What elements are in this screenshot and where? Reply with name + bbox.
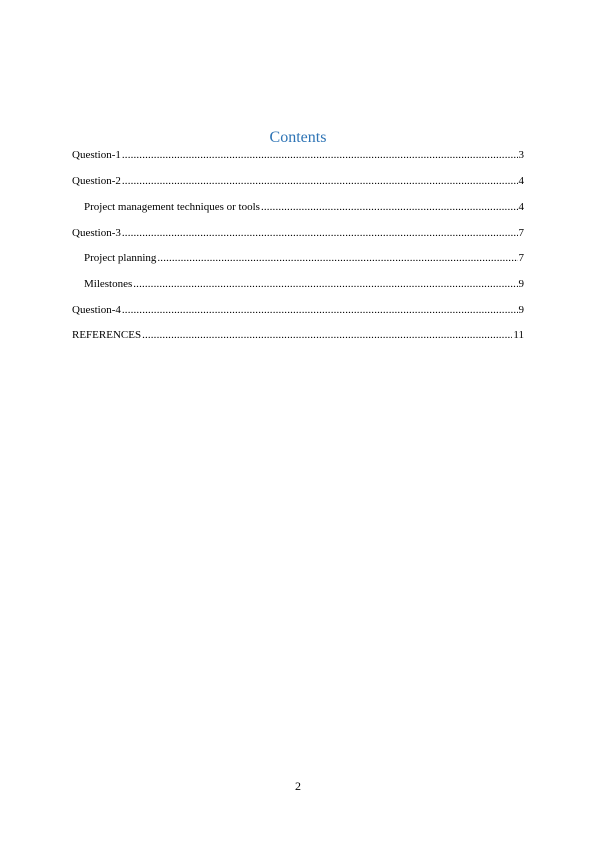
toc-entry-text: Question-2 [72, 175, 121, 187]
toc-entry-text: Project management techniques or tools [84, 201, 260, 213]
toc-entry-project-planning[interactable] [72, 252, 524, 265]
toc-entry-text: Question-4 [72, 304, 121, 316]
table-of-contents [72, 147, 524, 342]
toc-page-number: 4 [518, 175, 524, 187]
toc-dot-leader [142, 329, 512, 342]
toc-dot-leader [122, 175, 518, 188]
toc-entry-question-4[interactable] [72, 304, 524, 317]
toc-page-number: 7 [518, 252, 524, 264]
toc-page-number: 11 [513, 329, 524, 341]
toc-dot-leader [122, 227, 518, 240]
toc-entry-project-management-techniques[interactable] [72, 201, 524, 214]
toc-entry-question-3[interactable] [72, 227, 524, 240]
toc-title: Contents [269, 129, 327, 146]
toc-dot-leader [122, 304, 518, 317]
toc-page-number: 7 [518, 227, 524, 239]
page-number: 2 [295, 779, 301, 793]
toc-entry-references[interactable] [72, 329, 524, 342]
toc-entry-text: Project planning [84, 252, 157, 264]
toc-dot-leader [261, 201, 518, 214]
toc-page-number: 4 [518, 201, 524, 213]
toc-entry-text: Question-3 [72, 227, 121, 239]
toc-page-number: 3 [518, 149, 524, 161]
toc-page-number: 9 [518, 278, 524, 290]
toc-dot-leader [133, 278, 517, 291]
toc-dot-leader [122, 149, 518, 162]
toc-entry-text: Question-1 [72, 149, 121, 161]
toc-entry-text: Milestones [84, 278, 133, 290]
toc-dot-leader [157, 252, 517, 265]
toc-entry-text: REFERENCES [72, 329, 142, 341]
toc-entry-question-2[interactable] [72, 175, 524, 188]
toc-page-number: 9 [518, 304, 524, 316]
toc-entry-milestones[interactable] [72, 278, 524, 291]
toc-entry-question-1[interactable] [72, 149, 524, 162]
